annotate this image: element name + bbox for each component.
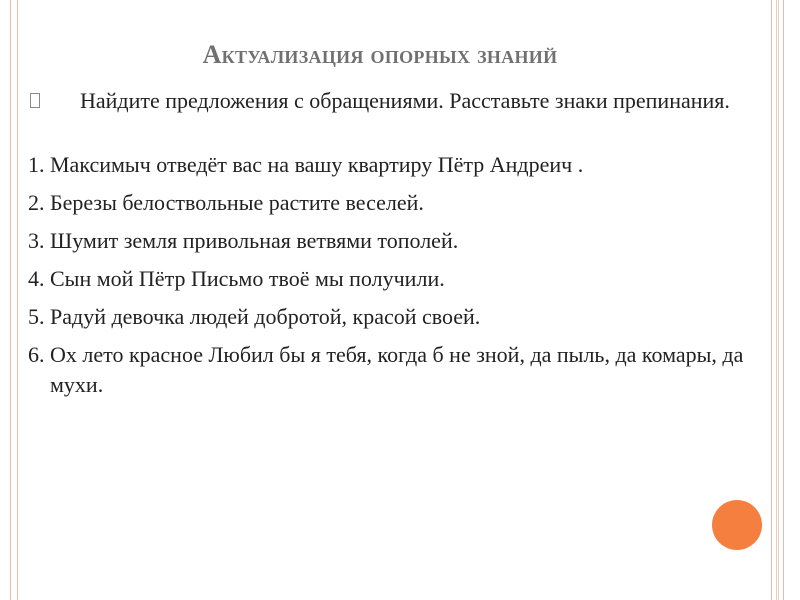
slide-title: Актуализация опорных знаний — [202, 40, 558, 69]
list-item-text: Ох лето красное Любил бы я тебя, когда б не зной, да пыль, да комары, да мухи. — [50, 342, 744, 397]
list-item — [28, 264, 754, 294]
list-item-text: Максимыч отведёт вас на вашу квартиру Пётр Андреич . — [50, 152, 584, 177]
list-item — [28, 340, 754, 400]
right-border-decoration — [771, 0, 784, 600]
list-item-number: 4. — [28, 266, 45, 291]
list-item-text: Сын мой Пётр Письмо твоё мы получили. — [50, 266, 445, 291]
left-border-decoration — [10, 0, 18, 600]
spacer — [28, 116, 754, 150]
list-item-number: 2. — [28, 190, 45, 215]
list-item — [28, 188, 754, 218]
list-item — [28, 226, 754, 256]
instruction-text: Найдите предложения с обращениями. Расставьте знаки препинания. — [80, 88, 730, 113]
orange-circle-decoration — [712, 500, 762, 550]
list-item-number: 1. — [28, 152, 45, 177]
list-item-number: 6. — [28, 342, 45, 367]
slide-content — [28, 86, 754, 408]
instruction-bullet — [28, 86, 754, 116]
list-item-number: 3. — [28, 228, 45, 253]
list-item-number: 5. — [28, 304, 45, 329]
list-item-text: Радуй девочка людей добротой, красой своей. — [50, 304, 481, 329]
list-item-text: Шумит земля привольная ветвями тополей. — [50, 228, 459, 253]
square-bullet-icon — [30, 93, 40, 108]
list-item-text: Березы белоствольные растите веселей. — [50, 190, 424, 215]
list-item — [28, 150, 754, 180]
list-item — [28, 302, 754, 332]
